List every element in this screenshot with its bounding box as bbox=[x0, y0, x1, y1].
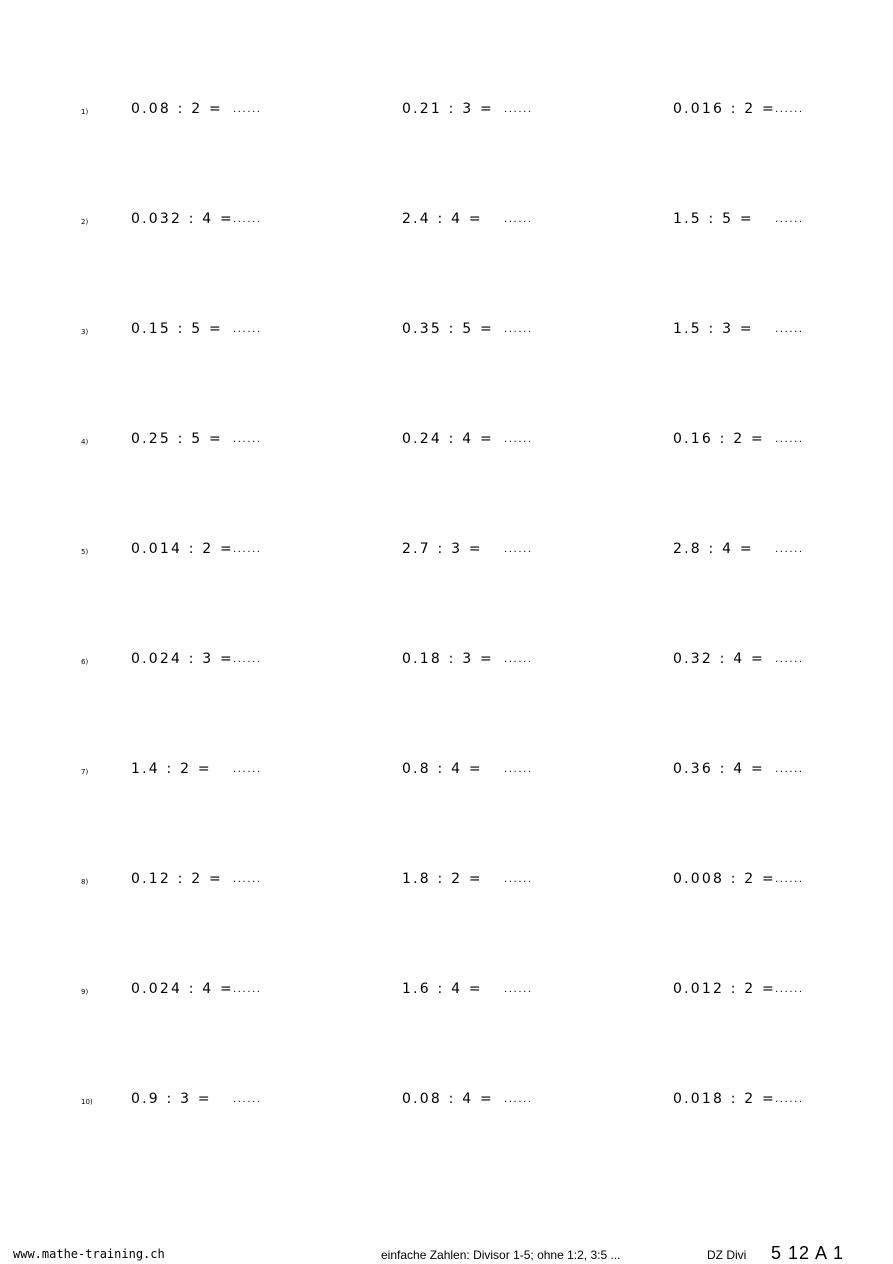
worksheet-code-number: 5 12 A 1 bbox=[771, 1243, 845, 1263]
answer-blank[interactable]: ...... bbox=[504, 984, 533, 995]
division-task: 0.24 : 4 = bbox=[402, 431, 494, 447]
division-task: 1.4 : 2 = bbox=[131, 761, 212, 777]
exercise-row bbox=[0, 321, 893, 341]
answer-blank[interactable]: ...... bbox=[775, 1094, 804, 1105]
division-task: 0.12 : 2 = bbox=[131, 871, 223, 887]
worksheet-code-label: DZ Divi bbox=[707, 1248, 747, 1262]
answer-blank[interactable]: ...... bbox=[775, 874, 804, 885]
division-task: 0.25 : 5 = bbox=[131, 431, 223, 447]
answer-blank[interactable]: ...... bbox=[504, 104, 533, 115]
exercise-number: 7) bbox=[81, 768, 89, 776]
division-task: 0.024 : 4 = bbox=[131, 981, 234, 997]
answer-blank[interactable]: ...... bbox=[504, 214, 533, 225]
answer-blank[interactable]: ...... bbox=[775, 434, 804, 445]
answer-blank[interactable]: ...... bbox=[233, 434, 262, 445]
answer-blank[interactable]: ...... bbox=[504, 654, 533, 665]
exercise-number: 9) bbox=[81, 988, 89, 996]
answer-blank[interactable]: ...... bbox=[233, 544, 262, 555]
division-task: 0.016 : 2 = bbox=[673, 101, 776, 117]
division-task: 0.15 : 5 = bbox=[131, 321, 223, 337]
division-task: 0.08 : 4 = bbox=[402, 1091, 494, 1107]
answer-blank[interactable]: ...... bbox=[504, 544, 533, 555]
division-task: 0.16 : 2 = bbox=[673, 431, 765, 447]
division-task: 1.5 : 3 = bbox=[673, 321, 754, 337]
division-task: 2.4 : 4 = bbox=[402, 211, 483, 227]
division-task: 2.8 : 4 = bbox=[673, 541, 754, 557]
exercise-row bbox=[0, 981, 893, 1001]
answer-blank[interactable]: ...... bbox=[775, 984, 804, 995]
answer-blank[interactable]: ...... bbox=[775, 324, 804, 335]
exercise-number: 3) bbox=[81, 328, 89, 336]
worksheet-description: einfache Zahlen: Divisor 1-5; ohne 1:2, 3:5 ... bbox=[381, 1248, 621, 1262]
division-task: 0.35 : 5 = bbox=[402, 321, 494, 337]
page-footer bbox=[0, 1242, 893, 1264]
exercise-row bbox=[0, 871, 893, 891]
division-task: 0.18 : 3 = bbox=[402, 651, 494, 667]
exercise-row bbox=[0, 101, 893, 121]
division-task: 0.08 : 2 = bbox=[131, 101, 223, 117]
exercise-number: 4) bbox=[81, 438, 89, 446]
division-task: 2.7 : 3 = bbox=[402, 541, 483, 557]
answer-blank[interactable]: ...... bbox=[504, 874, 533, 885]
exercise-row bbox=[0, 431, 893, 451]
exercise-number: 1) bbox=[81, 108, 89, 116]
answer-blank[interactable]: ...... bbox=[504, 324, 533, 335]
exercise-number: 6) bbox=[81, 658, 89, 666]
answer-blank[interactable]: ...... bbox=[233, 104, 262, 115]
answer-blank[interactable]: ...... bbox=[775, 544, 804, 555]
answer-blank[interactable]: ...... bbox=[775, 654, 804, 665]
answer-blank[interactable]: ...... bbox=[504, 434, 533, 445]
division-task: 0.36 : 4 = bbox=[673, 761, 765, 777]
division-task: 0.9 : 3 = bbox=[131, 1091, 212, 1107]
answer-blank[interactable]: ...... bbox=[233, 324, 262, 335]
exercise-row bbox=[0, 761, 893, 781]
exercise-row bbox=[0, 211, 893, 231]
division-task: 0.014 : 2 = bbox=[131, 541, 234, 557]
answer-blank[interactable]: ...... bbox=[233, 214, 262, 225]
answer-blank[interactable]: ...... bbox=[233, 984, 262, 995]
division-task: 0.018 : 2 = bbox=[673, 1091, 776, 1107]
answer-blank[interactable]: ...... bbox=[775, 214, 804, 225]
answer-blank[interactable]: ...... bbox=[504, 764, 533, 775]
answer-blank[interactable]: ...... bbox=[233, 654, 262, 665]
answer-blank[interactable]: ...... bbox=[775, 764, 804, 775]
division-task: 1.8 : 2 = bbox=[402, 871, 483, 887]
exercise-row bbox=[0, 651, 893, 671]
website-url[interactable]: www.mathe-training.ch bbox=[13, 1247, 165, 1261]
exercise-number: 2) bbox=[81, 218, 89, 226]
division-task: 0.024 : 3 = bbox=[131, 651, 234, 667]
exercise-number: 8) bbox=[81, 878, 89, 886]
division-task: 1.5 : 5 = bbox=[673, 211, 754, 227]
answer-blank[interactable]: ...... bbox=[504, 1094, 533, 1105]
exercise-row bbox=[0, 541, 893, 561]
division-task: 0.008 : 2 = bbox=[673, 871, 776, 887]
answer-blank[interactable]: ...... bbox=[233, 1094, 262, 1105]
division-task: 0.32 : 4 = bbox=[673, 651, 765, 667]
answer-blank[interactable]: ...... bbox=[233, 764, 262, 775]
exercise-number: 10) bbox=[81, 1098, 93, 1106]
answer-blank[interactable]: ...... bbox=[233, 874, 262, 885]
division-task: 0.012 : 2 = bbox=[673, 981, 776, 997]
division-task: 1.6 : 4 = bbox=[402, 981, 483, 997]
answer-blank[interactable]: ...... bbox=[775, 104, 804, 115]
division-task: 0.8 : 4 = bbox=[402, 761, 483, 777]
division-task: 0.21 : 3 = bbox=[402, 101, 494, 117]
division-task: 0.032 : 4 = bbox=[131, 211, 234, 227]
exercise-row bbox=[0, 1091, 893, 1111]
exercise-number: 5) bbox=[81, 548, 89, 556]
